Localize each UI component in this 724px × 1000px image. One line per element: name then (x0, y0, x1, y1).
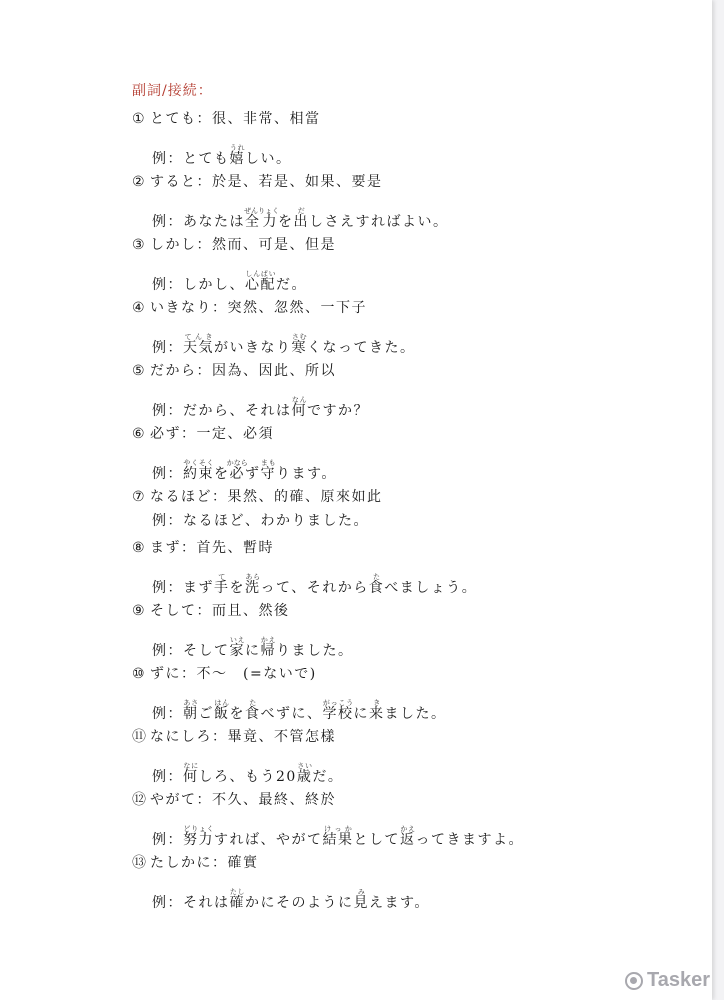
vocab-item (132, 232, 692, 292)
vocab-item (132, 598, 692, 658)
vocab-item (132, 661, 692, 721)
example-sentence: 例：天気てんきがいきなり寒さむくなってきた。 (152, 333, 416, 356)
term-text: なにしろ：畢竟、不管怎樣 (150, 729, 336, 745)
vocab-item (132, 484, 692, 532)
vocab-term (132, 535, 692, 561)
term-text: すると：於是、若是、如果、要是 (150, 174, 383, 190)
item-number: ⑬ (132, 855, 148, 871)
section-heading: 副詞/接続： (132, 83, 213, 99)
vocab-item (132, 358, 692, 418)
furigana-word: 天気てんき (183, 333, 214, 356)
vocab-item (132, 850, 692, 910)
furigana-word: 守まも (260, 459, 276, 482)
example-sentence: 例：何なにしろ、もう20歳さいだ。 (152, 762, 344, 785)
vocab-item (132, 421, 692, 481)
furigana-word: 心配しんぱい (245, 270, 276, 293)
term-text: いきなり：突然、忽然、一下子 (150, 300, 367, 316)
term-text: ずに：不～ (=ないで) (150, 666, 317, 682)
vocab-term (132, 169, 692, 195)
item-number: ⑨ (132, 603, 147, 619)
example-sentence: 例：とても嬉うれしい。 (152, 144, 292, 167)
furigana-word: 結果けっか (322, 825, 354, 848)
vocab-item (132, 535, 692, 595)
vocab-list (132, 80, 692, 913)
tasker-logo-icon (625, 972, 643, 990)
example-sentence: 例：そして家いえに帰かえりました。 (152, 636, 354, 659)
item-number: ⑫ (132, 792, 148, 808)
example-sentence: 例：しかし、心配しんぱいだ。 (152, 270, 307, 293)
vocab-term (132, 106, 692, 132)
item-number: ② (132, 174, 147, 190)
vocab-term (132, 484, 692, 510)
item-number: ⑪ (132, 729, 148, 745)
furigana-word: 何なん (291, 396, 307, 419)
vocab-term (132, 232, 692, 258)
vocab-term (132, 421, 692, 447)
vocab-term (132, 295, 692, 321)
furigana-word: 何なに (183, 762, 199, 785)
example-sentence: 例：まず手てを洗あらって、それから食たべましょう。 (152, 573, 478, 596)
furigana-word: 手て (214, 573, 230, 596)
vocab-item (132, 106, 692, 166)
furigana-word: 朝あさ (183, 699, 199, 722)
furigana-word: 確たし (229, 888, 245, 911)
term-text: しかし：然而、可是、但是 (150, 237, 336, 253)
vocab-item (132, 787, 692, 847)
furigana-word: 返かえ (400, 825, 416, 848)
furigana-word: 努力どりょく (183, 825, 214, 848)
vocab-term (132, 850, 692, 876)
term-text: まず：首先、暫時 (150, 540, 274, 556)
example-sentence: 例：それは確たしかにそのように見みえます。 (152, 888, 430, 911)
furigana-word: 全力ぜんりょく (244, 207, 279, 230)
vocab-term (132, 724, 692, 750)
items-container (132, 106, 692, 910)
watermark (625, 969, 710, 992)
vocab-term (132, 661, 692, 687)
example-sentence: 例：あなたは全力ぜんりょくを出だしさえすればよい。 (152, 207, 449, 230)
item-number: ⑧ (132, 540, 147, 556)
example-sentence: 例：努力どりょくすれば、やがて結果けっかとして返かえってきますよ。 (152, 825, 524, 848)
furigana-word: 来き (369, 699, 385, 722)
vocab-item (132, 295, 692, 355)
furigana-word: 必かなら (226, 459, 248, 482)
term-text: だから：因為、因此、所以 (150, 363, 336, 379)
furigana-word: 寒さむ (291, 333, 307, 356)
furigana-word: 食た (245, 699, 261, 722)
furigana-word: 学校がっこう (322, 699, 354, 722)
item-number: ⑦ (132, 489, 147, 505)
furigana-word: 帰かえ (260, 636, 276, 659)
furigana-word: 洗あら (245, 573, 261, 596)
vocab-item (132, 724, 692, 784)
term-text: たしかに：確實 (150, 855, 259, 871)
item-number: ③ (132, 237, 147, 253)
furigana-word: 見み (353, 888, 369, 911)
term-text: とても：很、非常、相當 (150, 111, 321, 127)
vocab-term (132, 358, 692, 384)
item-number: ① (132, 111, 147, 127)
item-number: ⑩ (132, 666, 147, 682)
term-text: 必ず：一定、必須 (150, 426, 274, 442)
furigana-word: 歳さい (296, 762, 313, 785)
example-sentence: 例：約束やくそくを必かならず守まもります。 (152, 459, 337, 482)
example-sentence: 例：朝あさご飯はんを食たべずに、学校がっこうに来きました。 (152, 699, 447, 722)
furigana-word: 出だ (293, 207, 309, 230)
vocab-term (132, 787, 692, 813)
vocab-item (132, 169, 692, 229)
item-number: ④ (132, 300, 147, 316)
furigana-word: 約束やくそく (183, 459, 214, 482)
term-text: なるほど：果然、的確、原來如此 (150, 489, 383, 505)
term-text: やがて：不久、最終、終於 (150, 792, 336, 808)
furigana-word: 家いえ (229, 636, 245, 659)
watermark-text: Tasker (646, 969, 710, 991)
vocab-term (132, 598, 692, 624)
example-sentence: 例：なるほど、わかりました。 (152, 513, 369, 529)
furigana-word: 飯はん (214, 699, 230, 722)
term-text: そして：而且、然後 (150, 603, 290, 619)
furigana-word: 嬉うれ (229, 144, 245, 167)
item-number: ⑤ (132, 363, 147, 379)
furigana-word: 食た (368, 573, 385, 596)
example-sentence: 例：だから、それは何なんですか？ (152, 396, 369, 419)
item-number: ⑥ (132, 426, 147, 442)
